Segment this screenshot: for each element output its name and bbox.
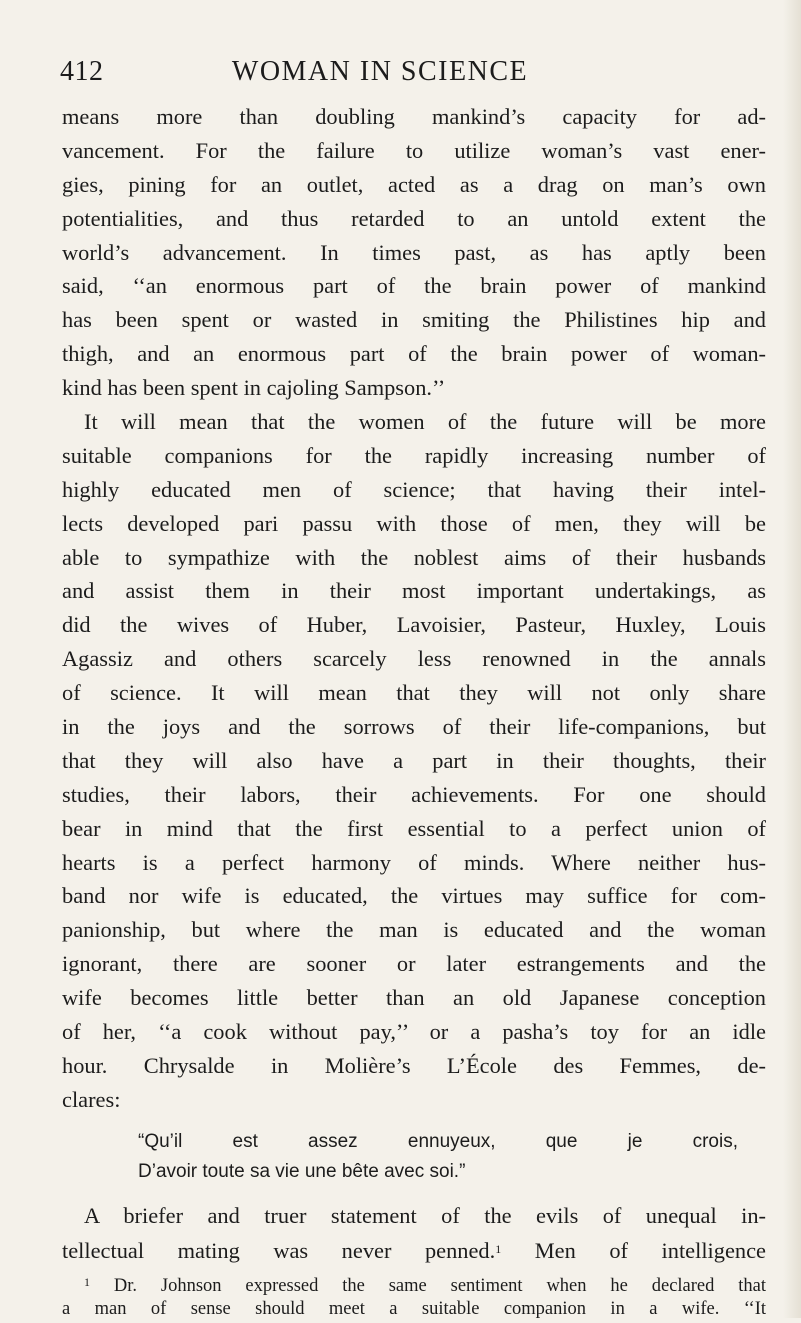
text-line: suitable companions for the rapidly increasing number of: [62, 442, 766, 468]
text-line: band nor wife is educated, the virtues may suffice for com-: [62, 883, 766, 909]
text-line: and assist them in their most important undertakings, as: [62, 578, 766, 604]
footnote-reference: 1: [495, 1241, 502, 1256]
footnote-line: a man of sense should meet a suitable companion in a wife. ‘‘It: [62, 1298, 766, 1319]
text-line: highly educated men of science; that having their intel-: [62, 476, 766, 502]
paragraph-start-line: A briefer and truer statement of the evils of unequal in-: [84, 1202, 766, 1228]
quote-line: “Qu’il est assez ennuyeux, que je crois,: [138, 1130, 738, 1152]
page-header: [60, 56, 700, 90]
text-line: panionship, but where the man is educated and the woman: [62, 917, 766, 943]
text-line: [62, 1233, 766, 1267]
footnote-line: [62, 1269, 766, 1296]
page-edge-shadow: [783, 0, 801, 1318]
quote-line: D’avoir toute sa vie une bête avec soi.”: [138, 1160, 466, 1182]
text-line: clares:: [62, 1086, 121, 1112]
paragraph-start-line: It will mean that the women of the future will be more: [84, 409, 766, 435]
footnote-text: Dr. Johnson expressed the same sentiment when he declared that: [113, 1275, 767, 1296]
text-segment: tellectual mating was never penned.: [62, 1237, 496, 1263]
text-line: gies, pining for an outlet, acted as a drag on man’s own: [62, 171, 766, 197]
text-line: hearts is a perfect harmony of minds. Where neither hus-: [62, 849, 766, 875]
text-line: studies, their labors, their achievements. For one should: [62, 781, 766, 807]
text-line: said, ‘‘an enormous part of the brain power of mankind: [62, 273, 766, 299]
text-line: thigh, and an enormous part of the brain power of woman-: [62, 341, 766, 367]
text-segment: Men of intelligence: [534, 1237, 766, 1263]
text-line: vancement. For the failure to utilize woman’s vast ener-: [62, 137, 766, 163]
body-text: [62, 100, 766, 1323]
footnote-marker: 1: [84, 1274, 90, 1289]
text-line: of science. It will mean that they will not only share: [62, 680, 766, 706]
text-line: in the joys and the sorrows of their life-companions, but: [62, 714, 766, 740]
page-number: 412: [60, 56, 104, 87]
text-line: wife becomes little better than an old Japanese conception: [62, 985, 766, 1011]
text-line: hour. Chrysalde in Molière’s L’École des Femmes, de-: [62, 1052, 766, 1078]
text-line: means more than doubling mankind’s capacity for ad-: [62, 104, 766, 129]
text-line: lects developed pari passu with those of men, they will be: [62, 510, 766, 536]
text-line: potentialities, and thus retarded to an untold extent the: [62, 205, 766, 231]
text-line: has been spent or wasted in smiting the Philistines hip and: [62, 307, 766, 333]
block-quote: [138, 1127, 738, 1187]
text-line: of her, ‘‘a cook without pay,’’ or a pasha’s toy for an idle: [62, 1019, 766, 1045]
text-line: able to sympathize with the noblest aims of their husbands: [62, 544, 766, 570]
text-line: that they will also have a part in their thoughts, their: [62, 747, 766, 773]
text-line: bear in mind that the first essential to a perfect union of: [62, 815, 766, 841]
running-title: WOMAN IN SCIENCE: [231, 56, 529, 87]
text-line: Agassiz and others scarcely less renowned in the annals: [62, 646, 766, 672]
text-line: world’s advancement. In times past, as has aptly been: [62, 239, 766, 265]
text-line: ignorant, there are sooner or later estrangements and the: [62, 951, 766, 977]
text-line: kind has been spent in cajoling Sampson.’’: [62, 375, 446, 401]
footnote: [62, 1269, 766, 1323]
text-line: did the wives of Huber, Lavoisier, Pasteur, Huxley, Louis: [62, 612, 766, 638]
